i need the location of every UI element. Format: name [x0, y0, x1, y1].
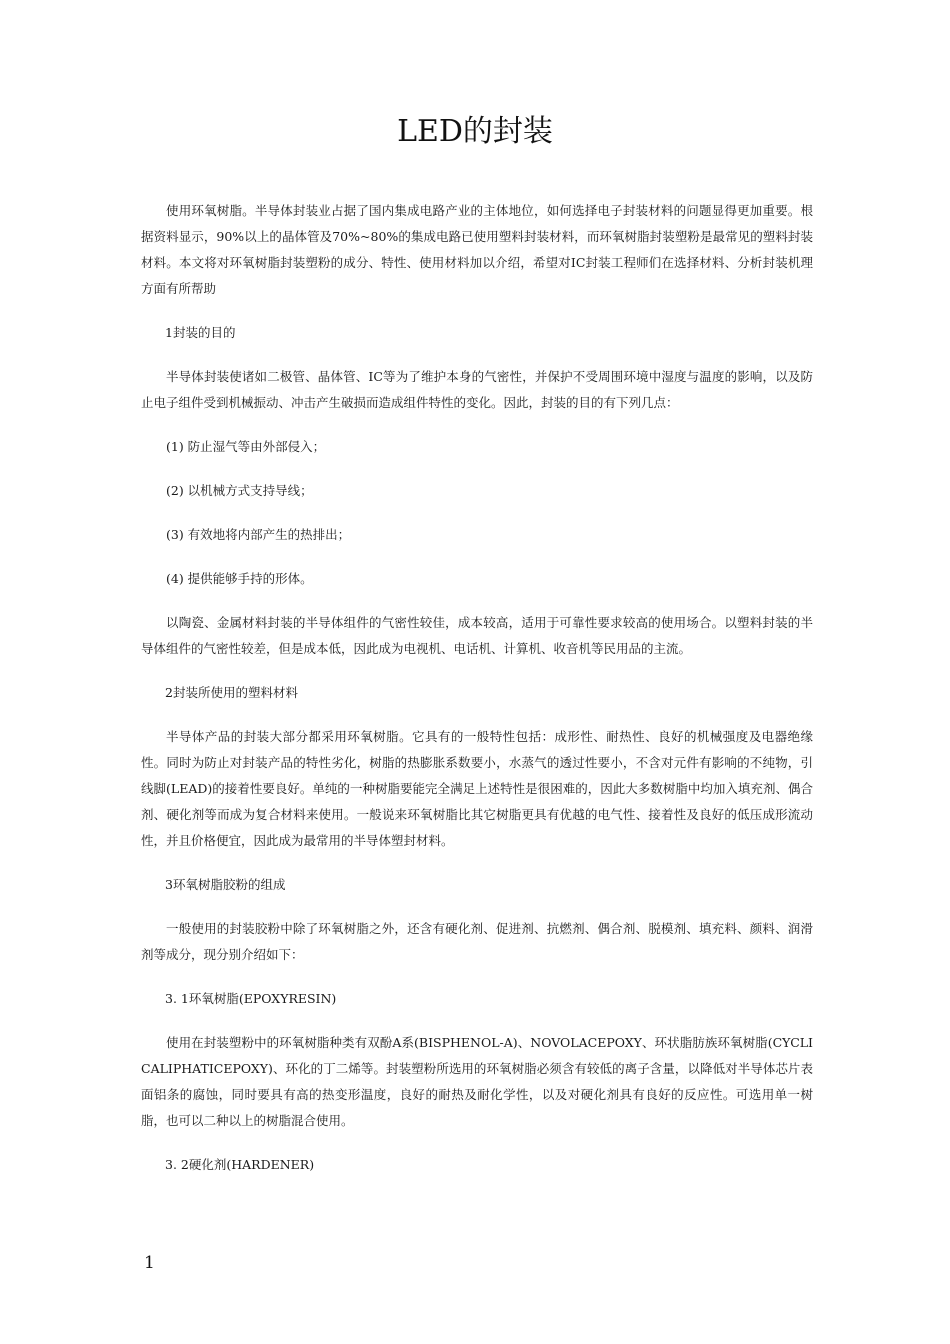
- section-2-heading: 2封装所使用的塑料材料: [165, 685, 298, 700]
- section-2-paragraph: 半导体产品的封装大部分都采用环氧树脂。它具有的一般特性包括：成形性、耐热性、良好的机械强度及电器绝缘性。同时为防止对封装产品的特性劣化，树脂的热膨胀系数要小，水蒸气的透过性要小，不含对元件有影响的不纯物，引线脚(LEAD)的接着性要良好。单纯的一种树脂要能完全满足上述特性是很困难的，因此大多数树脂中均加入填充剂、偶合剂、硬化剂等而成为复合材料来使用。一般说来环氧树脂比其它树脂更具有优越的电气性、接着性及良好的低压成形流动性，并且价格便宜，因此成为最常用的半导体塑封材料。: [141, 729, 813, 848]
- list-item: (4) 提供能够手持的形体。: [166, 571, 313, 586]
- section-3-paragraph: 一般使用的封装胶粉中除了环氧树脂之外，还含有硬化剂、促进剂、抗燃剂、偶合剂、脱模剂、填充料、颜料、润滑剂等成分，现分别介绍如下：: [141, 921, 813, 962]
- subsection-3-1-heading: 3. 1环氧树脂(EPOXYRESIN): [165, 991, 337, 1006]
- list-item: (1) 防止湿气等由外部侵入；: [166, 439, 326, 454]
- section-1-paragraph-2: 以陶瓷、金属材料封装的半导体组件的气密性较佳，成本较高，适用于可靠性要求较高的使用场合。以塑料封装的半导体组件的气密性较差，但是成本低，因此成为电视机、电话机、计算机、收音机等民用品的主流。: [141, 615, 813, 656]
- document-title: LED的封装: [397, 114, 553, 149]
- intro-paragraph: 使用环氧树脂。半导体封装业占据了国内集成电路产业的主体地位，如何选择电子封装材料的问题显得更加重要。根据资料显示，90%以上的晶体管及70%~80%的集成电路已使用塑料封装材料，而环氧树脂封装塑粉是最常见的塑料封装材料。本文将对环氧树脂封装塑粉的成分、特性、使用材料加以介绍，希望对IC封装工程师们在选择材料、分析封装机理方面有所帮助: [141, 203, 813, 296]
- list-item: (2) 以机械方式支持导线；: [166, 483, 313, 498]
- section-3-heading: 3环氧树脂胶粉的组成: [165, 877, 286, 892]
- section-1-heading: 1封装的目的: [165, 325, 236, 340]
- subsection-3-2-heading: 3. 2硬化剂(HARDENER): [165, 1157, 315, 1172]
- document-body: [141, 198, 813, 1196]
- section-1-paragraph: 半导体封装使诸如二极管、晶体管、IC等为了维护本身的气密性，并保护不受周围环境中湿度与温度的影响，以及防止电子组件受到机械振动、冲击产生破损而造成组件特性的变化。因此，封装的目的有下列几点：: [141, 369, 813, 410]
- list-item: (3) 有效地将内部产生的热排出；: [166, 527, 351, 542]
- subsection-3-1-paragraph: 使用在封装塑粉中的环氧树脂种类有双酚A系(BISPHENOL-A)、NOVOLACEPOXY、环状脂肪族环氧树脂(CYCLICALIPHATICEPOXY)、环化的丁二烯等。封装塑粉所选用的环氧树脂必须含有较低的离子含量，以降低对半导体芯片表面铝条的腐蚀，同时要具有高的热变形温度，良好的耐热及耐化学性，以及对硬化剂具有良好的反应性。可选用单一树脂，也可以二种以上的树脂混合使用。: [141, 1035, 813, 1128]
- page-number: 1: [144, 1253, 155, 1273]
